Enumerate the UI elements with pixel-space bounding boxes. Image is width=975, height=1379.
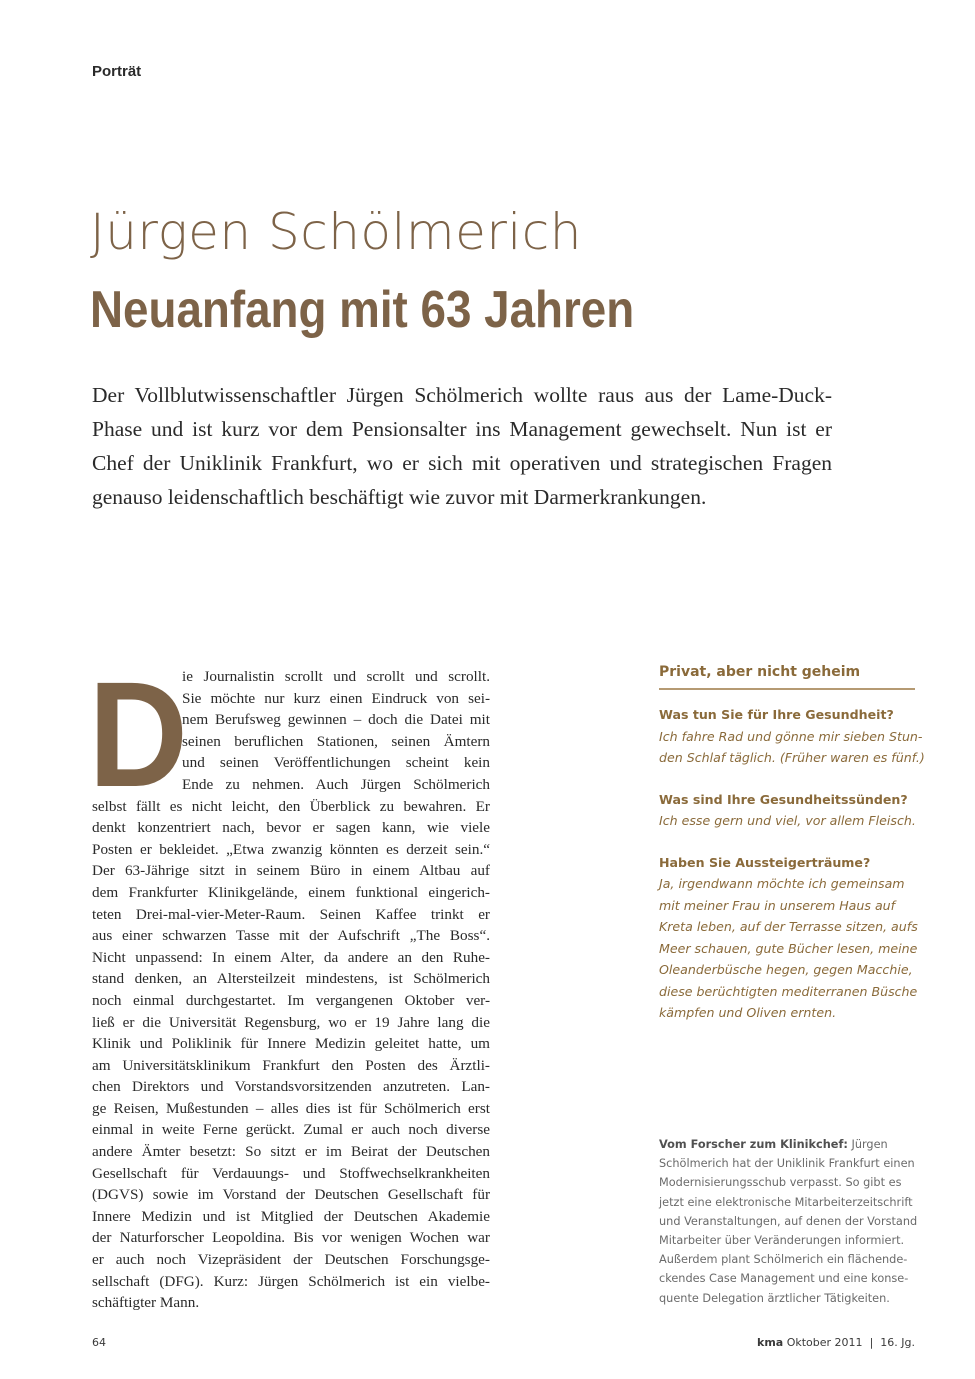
svg-text:D: D: [88, 650, 188, 819]
footer-issue-info: [757, 1336, 915, 1349]
answer-line: diese berüchtigten mediterranen Büsche: [659, 983, 918, 999]
body-line: sellschaft (DFG). Kurz: Jürgen Schölmerich ist ein vielbe-: [92, 1272, 490, 1290]
sidebar-answer: [659, 810, 915, 832]
body-line: am Universitätsklinikum Frankfurt den Posten des Ärztli-: [92, 1056, 490, 1074]
body-line: stand denken, an Altersteilzeit mindestens, ist Schölmerich: [92, 970, 490, 988]
body-line: er auch noch Vizepräsident der Deutschen Forschungsge-: [92, 1251, 490, 1269]
answer-line: mit meiner Frau in unserem Haus auf: [659, 897, 896, 913]
lead-paragraph: [92, 378, 832, 514]
body-line: chen Direktors und Vorstandsvorsitzenden anzutreten. Lan-: [92, 1078, 490, 1096]
body-line: und seinen Veröffentlichungen scheint kein: [182, 754, 490, 772]
body-line: der Naturforscher Leopoldina. Bis vor wenigen Wochen war: [92, 1229, 490, 1247]
body-line: Ende zu nehmen. Auch Jürgen Schölmerich: [182, 775, 490, 793]
sidebar-question: Was tun Sie für Ihre Gesundheit?: [659, 707, 894, 722]
body-line: teten Drei-mal-vier-Meter-Raum. Seinen Kaffee trinkt er: [92, 905, 490, 923]
body-line: einmal in weite Ferne gerückt. Zumal er auch noch diverse: [92, 1121, 490, 1139]
caption-line: [659, 1135, 915, 1154]
body-line: Posten er bekleidet. „Etwa zwanzig könnten es derzeit sein.“: [92, 840, 490, 858]
article-title-name: Jürgen Schölmerich: [90, 203, 582, 261]
body-line: Der 63-Jährige sitzt in seinem Büro in einem Altbau auf: [92, 862, 490, 880]
answer-line: Ich esse gern und viel, vor allem Fleisch.: [659, 813, 916, 828]
body-line: ließ er die Universität Regensburg, wo er 19 Jahre lang die: [92, 1013, 490, 1031]
body-line: dem Frankfurter Klinikgelände, einem funktional eingerich-: [92, 883, 490, 901]
lead-line: Der Vollblutwissenschaftler Jürgen Schölmerich wollte raus aus der Lame-Duck-: [92, 383, 832, 407]
magazine-brand: kma: [757, 1336, 784, 1349]
caption-line: Modernisierungsschub verpasst. So gibt es: [659, 1176, 902, 1190]
body-line: seinen beruflichen Stationen, seinen Ämtern: [182, 732, 490, 750]
sidebar-question: Haben Sie Aussteigerträume?: [659, 854, 871, 870]
body-line: ge Reisen, Mußestunden – alles dies ist für Schölmerich erst: [92, 1099, 490, 1117]
interview-sidebar: [659, 664, 925, 1044]
caption-line: Mitarbeiter über Veränderungen informiert.: [659, 1234, 905, 1248]
body-line: Klinik und Poliklinik für Innere Medizin geleitet hatte, um: [92, 1035, 490, 1053]
issue-date: Oktober 2011: [786, 1336, 863, 1349]
answer-line: Oleanderbüsche hegen, gegen Macchie,: [659, 962, 913, 977]
answer-line: Ja, irgendwann möchte ich gemeinsam: [659, 876, 905, 891]
body-line: aus einer schwarzen Tasse mit der Aufschrift „The Boss“.: [92, 927, 490, 945]
body-line: (DGVS) sowie im Vorstand der Deutschen Gesellschaft für: [92, 1186, 490, 1204]
sidebar-answer: [659, 873, 918, 1024]
caption-line: ckendes Case Management und eine konse-: [659, 1272, 909, 1286]
caption-line: und Veranstaltungen, auf denen der Vorstand: [659, 1214, 918, 1228]
caption-heading: Vom Forscher zum Klinikchef:: [659, 1138, 848, 1151]
caption-text: Jürgen: [847, 1138, 888, 1151]
caption-line: Schölmerich hat der Uniklinik Frankfurt einen: [659, 1157, 915, 1171]
caption-line: Außerdem plant Schölmerich ein flächende-: [659, 1253, 908, 1267]
answer-line: den Schlaf täglich. (Früher waren es fünf.): [659, 750, 925, 765]
answer-line: Meer schauen, gute Bücher lesen, meine: [659, 940, 918, 956]
lead-line: Phase und ist kurz vor dem Pensionsalter ins Management gewechselt. Nun ist er: [92, 417, 832, 441]
sidebar-question: Was sind Ihre Gesundheitssünden?: [659, 791, 908, 807]
body-line: denkt konzentriert nach, bevor er sagen kann, wie viele: [92, 819, 490, 837]
body-line: ie Journalistin scrollt und scrollt und scrollt.: [182, 668, 490, 685]
caption-line: jetzt eine elektronische Mitarbeiterzeitschrift: [659, 1195, 913, 1209]
body-line: Sie möchte nur kurz einen Eindruck von sei-: [182, 689, 490, 707]
body-line: Nicht unpassend: In einem Alter, da andere an den Ruhe-: [92, 948, 490, 966]
body-line: Gesellschaft für Verdauungs- und Stoffwechselkrankheiten: [92, 1164, 490, 1182]
article-headline: Neuanfang mit 63 Jahren: [90, 281, 635, 339]
body-line: nem Berufsweg gewinnen – doch die Datei mit: [182, 711, 490, 729]
body-line: Innere Medizin und ist Mitglied der Deutschen Akademie: [92, 1207, 490, 1225]
article-body: [92, 666, 490, 1314]
answer-line: Kreta leben, auf der Terrasse sitzen, aufs: [659, 919, 918, 934]
lead-line: Chef der Uniklinik Frankfurt, wo er sich mit operativen und strategischen Fragen: [92, 451, 832, 475]
section-label: Porträt: [92, 63, 142, 80]
body-line: noch einmal durchgestartet. Im vergangenen Oktober ver-: [92, 991, 490, 1009]
page-number: 64: [92, 1336, 106, 1349]
lead-line: genauso leidenschaftlich beschäftigt wie zuvor mit Darmerkrankungen.: [92, 485, 707, 509]
footer-separator: |: [869, 1336, 874, 1349]
caption-line: quente Delegation ärztlicher Tätigkeiten.: [659, 1291, 890, 1305]
body-line: andere Ämter besetzt: So sitzt er im Beirat der Deutschen: [92, 1143, 490, 1161]
body-line: selbst fällt es nicht leicht, den Überblick zu bewahren. Er: [92, 797, 490, 815]
sidebar-answer: [659, 726, 925, 769]
answer-line: Ich fahre Rad und gönne mir sieben Stun-: [659, 728, 923, 744]
sidebar-title: Privat, aber nicht geheim: [659, 664, 915, 690]
photo-caption: [659, 1135, 918, 1308]
answer-line: kämpfen und Oliven ernten.: [659, 1005, 837, 1020]
body-line: schäftigter Mann.: [92, 1294, 200, 1312]
volume: 16. Jg.: [880, 1336, 915, 1349]
